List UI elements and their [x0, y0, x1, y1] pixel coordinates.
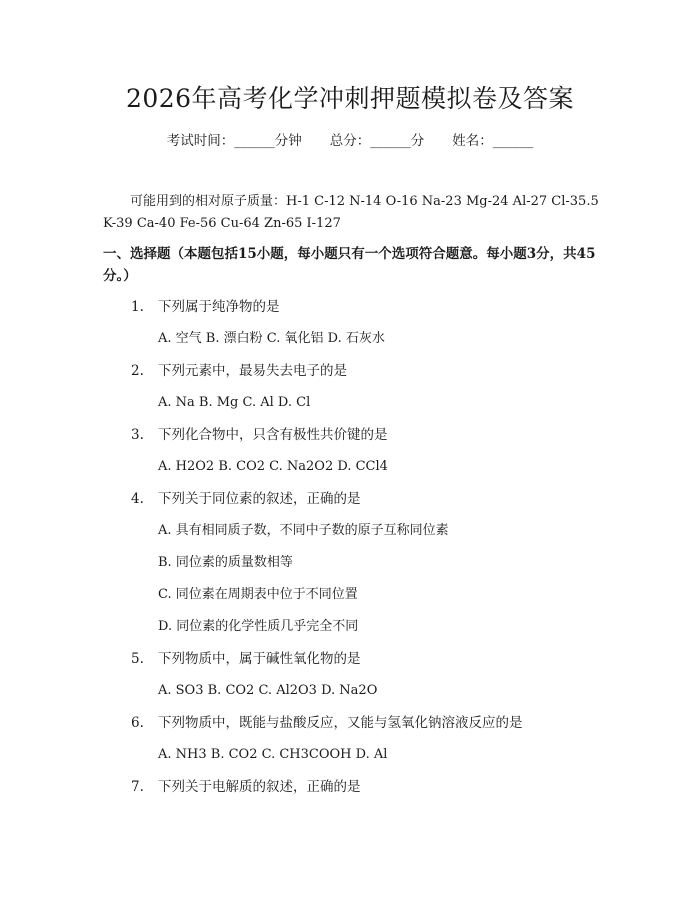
question-4-option-a: A. 具有相同质子数，不同中子数的原子互称同位素 [158, 523, 449, 538]
question-text: 下列关于同位素的叙述，正确的是 [158, 491, 361, 507]
question-2-options: A. Na B. Mg C. Al D. Cl [158, 395, 311, 410]
question-1 [131, 297, 280, 317]
atomic-mass-note [103, 191, 603, 235]
question-3-options: A. H2O2 B. CO2 C. Na2O2 D. CCl4 [158, 459, 388, 474]
total-score-field: 总分：______分 [329, 133, 425, 149]
question-number: 4. [131, 491, 144, 507]
question-5 [131, 649, 361, 669]
question-number: 3. [131, 427, 144, 443]
question-4-option-b: B. 同位素的质量数相等 [158, 555, 293, 570]
question-4-option-d: D. 同位素的化学性质几乎完全不同 [158, 619, 359, 634]
question-text: 下列关于电解质的叙述，正确的是 [158, 779, 361, 795]
question-number: 7. [131, 779, 144, 795]
question-number: 5. [131, 651, 144, 667]
atomic-mass-line-1: 可能用到的相对原子质量：H-1 C-12 N-14 O-16 Na-23 Mg-24 Al-27 Cl-35.5 [130, 194, 599, 209]
atomic-mass-line-2: K-39 Ca-40 Fe-56 Cu-64 Zn-65 I-127 [103, 216, 341, 231]
question-6 [131, 713, 523, 733]
question-text: 下列属于纯净物的是 [158, 299, 280, 315]
question-5-options: A. SO3 B. CO2 C. Al2O3 D. Na2O [158, 683, 378, 698]
question-text: 下列元素中，最易失去电子的是 [158, 363, 347, 379]
section-heading: 一、选择题（本题包括15小题，每小题只有一个选项符合题意。每小题3分，共45分。） [103, 246, 596, 284]
exam-time-field: 考试时间：______分钟 [166, 133, 302, 149]
question-3 [131, 425, 388, 445]
question-number: 6. [131, 715, 144, 731]
question-6-options: A. NH3 B. CO2 C. CH3COOH D. Al [158, 747, 388, 762]
question-text: 下列化合物中，只含有极性共价键的是 [158, 427, 388, 443]
question-text: 下列物质中，属于碱性氧化物的是 [158, 651, 361, 667]
name-field: 姓名：______ [452, 133, 534, 149]
question-4 [131, 489, 361, 509]
question-1-options: A. 空气 B. 漂白粉 C. 氧化铝 D. 石灰水 [158, 331, 385, 346]
exam-title: 2026年高考化学冲刺押题模拟卷及答案 [125, 84, 575, 113]
question-7 [131, 777, 361, 797]
question-text: 下列物质中，既能与盐酸反应，又能与氢氧化钠溶液反应的是 [158, 715, 523, 731]
question-number: 1. [131, 299, 144, 315]
question-4-option-c: C. 同位素在周期表中位于不同位置 [158, 587, 358, 602]
exam-meta-line [0, 131, 700, 151]
question-number: 2. [131, 363, 144, 379]
question-2 [131, 361, 347, 381]
